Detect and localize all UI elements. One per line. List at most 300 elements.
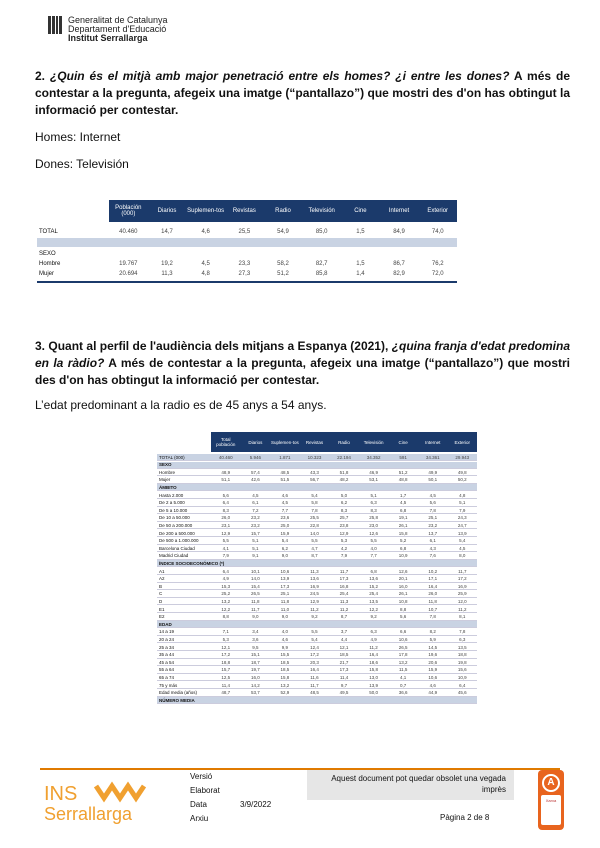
table-cell: 4,6 [201, 229, 210, 235]
table-cell: 17,3 [339, 667, 349, 673]
table-cell: 11,4 [221, 682, 230, 688]
table-cell: 11,2 [369, 644, 378, 650]
row-label: 45 a 54 [159, 659, 175, 665]
table-cell: 11,0 [280, 606, 290, 612]
table-cell: 20,3 [310, 659, 319, 665]
table-cell: 4,5 [201, 261, 210, 267]
row-label: Hasta 2.000 [159, 492, 184, 498]
document-header [48, 16, 168, 43]
table-cell: 9,9 [281, 644, 289, 650]
table2-row [157, 454, 477, 461]
table-cell: 6,4 [459, 682, 466, 688]
meta-versio: Versió [190, 772, 213, 781]
table-cell: 4,5 [252, 492, 259, 498]
table1-band [37, 238, 457, 247]
table2-section-row [157, 462, 477, 469]
table-cell: 16,4 [369, 652, 378, 658]
table-cell: 11,4 [339, 674, 349, 680]
table-cell: 13,2 [398, 659, 408, 665]
table-cell: 4,0 [281, 629, 289, 635]
table-cell: 24,7 [457, 522, 467, 528]
table-cell: 1,5 [356, 229, 365, 235]
table2-row [157, 629, 477, 636]
table-cell: 5,3 [340, 538, 348, 544]
table-cell: 16,9 [457, 583, 467, 589]
table2-col-header: Televisión [363, 439, 384, 445]
table-cell: 25,8 [369, 515, 378, 521]
row-label: SEXO [159, 462, 172, 468]
table-cell: 25,4 [369, 591, 378, 597]
table-cell: 13,7 [428, 530, 438, 536]
table-cell: 56,7 [310, 477, 319, 483]
table-cell: 4,5 [400, 500, 407, 506]
table-cell: 6,3 [370, 500, 377, 506]
table-cell: 4,2 [340, 545, 348, 551]
table-cell: 18,6 [369, 659, 378, 665]
table-cell: 23,2 [250, 515, 260, 521]
table-cell: 11,7 [251, 606, 260, 612]
table-cell: 11,7 [339, 568, 349, 574]
row-label: B [159, 583, 163, 589]
table2-section-row [157, 621, 477, 628]
table-cell: 16,4 [428, 583, 438, 589]
table-cell: 19,1 [398, 515, 408, 521]
table-cell: 15,9 [280, 530, 290, 536]
table-cell: 20,6 [428, 659, 438, 665]
table-cell: 8,2 [429, 629, 436, 635]
table-cell: 5,0 [340, 492, 348, 498]
table-cell: 12,1 [221, 644, 231, 650]
table-cell: 58,2 [277, 261, 289, 267]
table-cell: 6,8 [400, 507, 407, 513]
table-cell: 24,3 [457, 515, 467, 521]
table-cell: 5,3 [222, 636, 229, 642]
table2-col-header: Suplemen-tos [271, 439, 299, 445]
table-cell: 7,9 [340, 553, 348, 559]
table-cell: 13,6 [369, 576, 378, 582]
table-cell: 18,8 [221, 659, 231, 665]
table-cell: 10,7 [428, 606, 438, 612]
table-cell: 7,8 [459, 629, 466, 635]
row-label: 14 a 19 [159, 629, 175, 635]
table1-col-header: Internet [388, 208, 410, 214]
header-text [68, 16, 168, 43]
table2-col-header: Revistas [305, 439, 324, 445]
row-label: De 10 a 50.000 [159, 515, 190, 521]
table2-row [157, 576, 477, 583]
answer-radio-age: L’edat predominant a la radio es de 45 anys a 54 anys. [35, 398, 327, 412]
table-cell: 48,5 [310, 690, 319, 696]
table-cell: 57,4 [250, 469, 260, 475]
table-cell: 12,9 [339, 530, 349, 536]
table-cell: 10,8 [398, 598, 408, 604]
table-cell: 11,7 [310, 682, 319, 688]
table-cell: 23,0 [369, 522, 378, 528]
table-cell: 5,1 [459, 500, 466, 506]
table-cell: 8,8 [400, 606, 407, 612]
table-cell: 3,7 [340, 629, 348, 635]
table-cell: 4,1 [222, 545, 229, 551]
obsolete-notice: Aquest document pot quedar obsolet una vegada imprès [307, 770, 514, 800]
table-cell: 12,9 [310, 598, 319, 604]
table-cell: 8,3 [222, 507, 229, 513]
table-cell: 51,2 [277, 271, 289, 277]
row-label: De 50 a 200.000 [159, 522, 193, 528]
table-cell: 6,1 [252, 500, 259, 506]
table-cell: 26,5 [250, 591, 260, 597]
table2-section-row [157, 484, 477, 491]
table-cell: 25,1 [280, 591, 290, 597]
quality-badge-icon [538, 770, 564, 830]
table-cell: 7,2 [252, 507, 259, 513]
table-cell: 49,8 [457, 469, 467, 475]
table-cell: 84,9 [393, 229, 405, 235]
table-cell: 1,7 [400, 492, 407, 498]
table-cell: 13,2 [280, 682, 290, 688]
table-cell: 26,0 [428, 591, 438, 597]
table-cell: 26,5 [398, 644, 408, 650]
table-cell: 15,1 [250, 652, 260, 658]
table2-row [157, 522, 477, 529]
table-cell: 13,9 [457, 530, 467, 536]
table2-row [157, 644, 477, 651]
table2-header [211, 432, 477, 452]
table-cell: 13,0 [369, 674, 378, 680]
row-label: E2 [159, 614, 165, 620]
table1-col-header: Suplemen-tos [187, 208, 225, 214]
table2-row [157, 545, 477, 552]
table-cell: 23,1 [221, 522, 231, 528]
table-cell: 4,0 [370, 545, 377, 551]
table-cell: 49,5 [339, 690, 349, 696]
table-cell: 27,3 [238, 271, 251, 277]
table-cell: 5,9 [429, 636, 436, 642]
answer-men: Homes: Internet [35, 130, 121, 144]
table-cell: 25,2 [221, 591, 231, 597]
table-cell: 18,5 [280, 667, 290, 673]
table-cell: 17,1 [428, 576, 438, 582]
table-cell: 23,2 [428, 522, 438, 528]
table-cell: 8,3 [340, 507, 348, 513]
row-label: De 200 a 500.000 [159, 530, 195, 536]
row-label: 35 a 44 [159, 652, 175, 658]
table-cell: 48,9 [221, 469, 231, 475]
table-cell: 21,7 [339, 659, 349, 665]
table-cell: 6,2 [281, 545, 289, 551]
row-label: C [159, 591, 163, 597]
row-label: 55 a 64 [159, 667, 175, 673]
table-cell: 25,5 [238, 229, 251, 235]
row-label: EDAD [159, 621, 172, 627]
table-cell: 10,9 [398, 553, 408, 559]
table-cell: 16,0 [250, 674, 260, 680]
table-cell: 18,8 [457, 652, 467, 658]
table-cell: 11,8 [251, 598, 260, 604]
table-cell: 10,1 [250, 568, 260, 574]
table-cell: 11,8 [280, 598, 290, 604]
table-cell: 5,5 [222, 538, 229, 544]
table-cell: 23,8 [339, 522, 349, 528]
table-cell: 5,6 [400, 614, 407, 620]
table-cell: 23,6 [280, 515, 290, 521]
table-cell: 25,1 [428, 515, 438, 521]
table-cell: 9,2 [311, 614, 318, 620]
header-line-1: Generalitat de Catalunya [68, 15, 168, 25]
table2-row [157, 614, 477, 621]
table1-col-header: Cine [354, 208, 367, 214]
table-cell: 4,6 [281, 636, 289, 642]
table2-row [157, 538, 477, 545]
table-cell: 50,1 [428, 477, 438, 483]
table-cell: 5,5 [311, 538, 318, 544]
table-cell: 9,2 [370, 614, 377, 620]
table2-row [157, 530, 477, 537]
table1-col-header: Radio [275, 208, 291, 214]
table-cell: 17,2 [221, 652, 231, 658]
table-cell: 72,0 [431, 271, 444, 277]
row-label: De 5 a 10.000 [159, 507, 188, 513]
table-cell: 5,2 [400, 538, 407, 544]
table-cell: 5,4 [281, 538, 289, 544]
table2-row [157, 674, 477, 681]
row-label: Hombre [159, 469, 176, 475]
table-cell: 15,2 [369, 583, 378, 589]
table-cell: 9,0 [281, 614, 289, 620]
table-cell: 48,5 [280, 469, 290, 475]
table-cell: 20.694 [119, 271, 138, 277]
table-cell: 53,1 [369, 477, 378, 483]
table1-section: SEXO [39, 251, 56, 257]
meta-data-label: Data [190, 800, 207, 809]
table2-col-header: Radio [338, 439, 350, 445]
table-cell: 52,9 [280, 690, 290, 696]
table-cell: 5,4 [311, 636, 318, 642]
table-cell: 1,5 [356, 261, 365, 267]
row-label: De 500 a 1.000.000 [159, 538, 199, 544]
table-cell: 14,5 [428, 644, 438, 650]
row-label: Mujer [159, 477, 171, 483]
header-line-3: Institut Serrallarga [68, 33, 148, 43]
table-cell: 36,6 [398, 690, 408, 696]
table-cell: 19,2 [161, 261, 173, 267]
row-label: 20 a 24 [159, 636, 175, 642]
table-cell: 23,2 [250, 522, 260, 528]
table-cell: 4,8 [459, 492, 466, 498]
table2-col-header: Total población [216, 437, 236, 447]
table-cell: 7,8 [429, 614, 436, 620]
table-cell: 14,0 [250, 576, 260, 582]
table-cell: 9,5 [252, 644, 259, 650]
table1-row-hombre: Hombre 19.767 19,2 4,5 23,3 58,2 82,7 1,5 86,7 76,2 [37, 259, 457, 269]
table-cell: 19,7 [250, 667, 260, 673]
table-cell: 0,7 [400, 682, 407, 688]
table2-col-header: Cine [398, 439, 408, 445]
table-cell: 15,8 [398, 530, 408, 536]
table-cell: 14,7 [161, 229, 173, 235]
table-cell: 15,7 [221, 667, 231, 673]
table-cell: 15,8 [280, 674, 290, 680]
table-cell: 10,9 [457, 674, 467, 680]
table-cell: 14,2 [250, 682, 260, 688]
table-cell: 51,8 [339, 469, 349, 475]
table-cell: 10,6 [280, 568, 290, 574]
page-number: Pàgina 2 de 8 [440, 813, 490, 822]
badge-letter: A [542, 774, 560, 792]
table-cell: 50,2 [457, 477, 467, 483]
table-cell: 11,2 [339, 606, 349, 612]
table-cell: 42,6 [250, 477, 260, 483]
table-cell: 4,7 [311, 545, 318, 551]
table-gender-media [37, 200, 457, 286]
table-cell: 5.946 [249, 454, 261, 460]
table1-col-header: Diarios [157, 208, 177, 214]
table-cell: 25,9 [457, 591, 467, 597]
row-label: 75 y más [159, 682, 178, 688]
table-cell: 26,1 [398, 522, 408, 528]
generalitat-logo-icon [48, 16, 62, 34]
table-cell: 44,9 [428, 690, 438, 696]
table-cell: 6,3 [459, 636, 466, 642]
table2-row [157, 477, 477, 484]
table-cell: 6,8 [370, 568, 377, 574]
table-cell: 34.352 [366, 454, 381, 460]
row-label: Madrid Ciudad [159, 553, 189, 559]
table2-col-header: Diarios [248, 439, 263, 445]
table-cell: 15,7 [250, 530, 260, 536]
table-cell: 18,5 [280, 659, 290, 665]
table-cell: 17,3 [280, 583, 290, 589]
header-line-2: Departament d'Educació [68, 24, 167, 34]
table-cell: 53,7 [250, 690, 260, 696]
table-cell: 12,0 [457, 598, 467, 604]
table-cell: 76,2 [431, 261, 444, 267]
logo-line-1: INS [44, 783, 78, 805]
table-cell: 15,8 [369, 667, 378, 673]
table-cell: 51,5 [280, 477, 290, 483]
table-cell: 45,6 [457, 690, 467, 696]
table-cell: 7,7 [281, 507, 289, 513]
answer-women: Dones: Televisión [35, 157, 129, 171]
table-cell: 4,5 [459, 545, 466, 551]
table-cell: 16,8 [339, 583, 349, 589]
table-cell: 16,9 [310, 583, 319, 589]
table-cell: 11,2 [310, 606, 319, 612]
row-label: A1 [159, 568, 165, 574]
table-cell: 17,8 [398, 652, 408, 658]
table-cell: 5,6 [429, 500, 436, 506]
row-label: ÁMBITO [159, 484, 177, 490]
row-label: Barcelona Ciudad [159, 545, 195, 551]
table-cell: 5,4 [311, 492, 318, 498]
table-cell: 12,2 [369, 606, 378, 612]
table-cell: 82,7 [315, 261, 328, 267]
table2-row [157, 591, 477, 598]
table-cell: 12,9 [221, 530, 231, 536]
table-cell: 9,0 [281, 553, 289, 559]
table-cell: 19.767 [119, 261, 138, 267]
table-cell: 9,7 [340, 682, 348, 688]
table2-section-row [157, 560, 477, 567]
table-cell: 25,4 [339, 591, 349, 597]
table-cell: 17,2 [310, 652, 319, 658]
table2-row [157, 659, 477, 666]
table-cell: 48,8 [398, 477, 408, 483]
table-cell: 11,2 [458, 606, 467, 612]
table-cell: 4,9 [370, 636, 377, 642]
table-cell: 12,5 [221, 674, 231, 680]
table-cell: 86,7 [393, 261, 405, 267]
table-cell: 8,1 [459, 614, 466, 620]
table-cell: 18,5 [339, 652, 349, 658]
table-cell: 51,2 [398, 469, 408, 475]
table-cell: 12,2 [221, 606, 231, 612]
table-cell: 4,6 [281, 492, 289, 498]
logo-wave-icon [96, 786, 144, 798]
table-cell: 7,9 [222, 553, 229, 559]
table-cell: 29.943 [455, 454, 470, 460]
table-cell: 22.194 [337, 454, 351, 460]
table-cell: 40.460 [218, 454, 233, 460]
table-cell: 8,3 [370, 507, 377, 513]
table-cell: 4,5 [429, 492, 436, 498]
table-cell: 9,0 [252, 614, 259, 620]
table-cell: 4,9 [222, 576, 229, 582]
table-cell: 6,4 [222, 500, 229, 506]
table-cell: 11,7 [458, 568, 467, 574]
table-cell: 11,6 [310, 674, 319, 680]
table-cell: 5,1 [370, 492, 377, 498]
table-cell: 54,9 [277, 229, 289, 235]
table-cell: 6,1 [429, 538, 436, 544]
table2-row [157, 492, 477, 499]
table-cell: 11,8 [428, 598, 437, 604]
table-cell: 48,7 [221, 690, 231, 696]
table-cell: 22,8 [310, 522, 319, 528]
table-cell: 591 [399, 454, 407, 460]
table2-row [157, 690, 477, 697]
row-label: Edad media (años) [159, 690, 198, 696]
table2-row [157, 667, 477, 674]
table2-row [157, 507, 477, 514]
table-cell: 51,1 [221, 477, 231, 483]
ins-serrallarga-logo [44, 780, 174, 824]
table-cell: 8,8 [222, 614, 229, 620]
table-cell: 48,2 [339, 477, 349, 483]
table-cell: 8,7 [311, 553, 318, 559]
table-cell: 4,1 [400, 674, 407, 680]
table-cell: 15,6 [457, 667, 467, 673]
table-cell: 8,0 [459, 553, 466, 559]
question-3: 3. Quant al perfil de l'audiència dels mitjans a Espanya (2021), ¿quina franja d'edat predomina en la ràdio? A més de contestar a la pregunta, afegeix una imatge (“pantallazo”) que mostri des d'on has obtingut la informació per contestar. [35, 339, 570, 387]
table-cell: 17,3 [339, 576, 349, 582]
table-cell: 5,5 [370, 538, 377, 544]
table-cell: 23,3 [238, 261, 251, 267]
table-cell: 4,3 [429, 545, 436, 551]
table-cell: 49,9 [428, 469, 438, 475]
table-cell: 19,8 [457, 659, 467, 665]
table-cell: 4,8 [201, 271, 210, 277]
table-cell: 1.871 [279, 454, 291, 460]
table-cell: 15,5 [280, 652, 290, 658]
table-cell: 5,6 [222, 492, 229, 498]
table2-row [157, 606, 477, 613]
table-cell: 82,9 [393, 271, 405, 277]
row-label: D [159, 598, 163, 604]
row-label: 25 a 34 [159, 644, 175, 650]
table1-col-header: Televisión [308, 208, 335, 214]
table1-header [109, 200, 457, 222]
table-cell: 20,1 [398, 576, 408, 582]
